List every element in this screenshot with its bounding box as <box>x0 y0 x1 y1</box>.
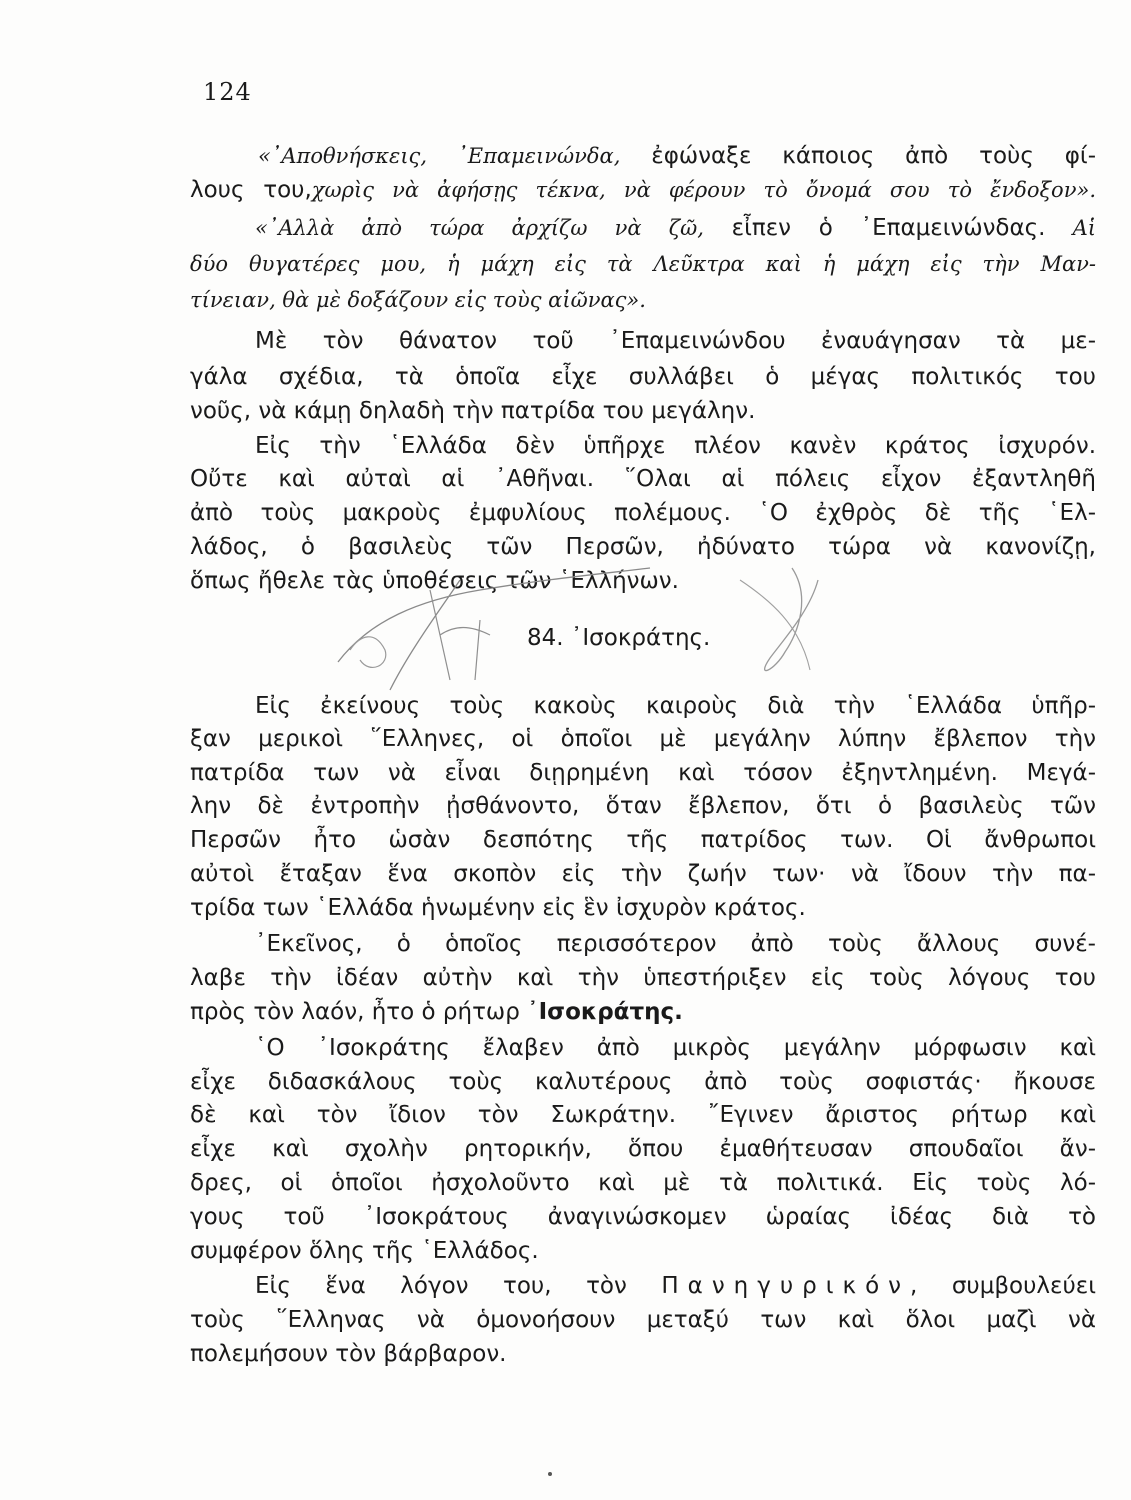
text-line-18: Περσῶν ἦτο ὡσὰν δεσπότης τῆς πατρίδος των. Οἱ ἄνθρωποι <box>190 827 1096 853</box>
text-run: ἐφώναξε κάποιος ἀπὸ τοὺς φί- <box>620 143 1096 169</box>
text-line-28: δρες, οἱ ὁποῖοι ἠσχολοῦντο καὶ μὲ τὰ πολιτικά. Εἰς τοὺς λό- <box>190 1170 1096 1196</box>
text-run: λους του, <box>190 177 312 203</box>
text-line-30: συμφέρον ὅλης τῆς ῾Ελλάδος. <box>190 1238 539 1264</box>
text-run: Εἰς ἕνα λόγον του, τὸν <box>255 1273 662 1299</box>
text-run: πρὸς τὸν λαόν, ἦτο ὁ ρήτωρ <box>190 999 528 1025</box>
text-run: εἶπεν ὁ ᾿Επαμεινώνδας. <box>703 215 1046 241</box>
text-run-italic: Αἱ <box>1045 216 1097 240</box>
text-line-22: λαβε τὴν ἰδέαν αὐτὴν καὶ τὴν ὑπεστήριξεν εἰς τοὺς λόγους του <box>190 965 1096 991</box>
text-run-italic: «᾿Αποθνήσκεις, ᾿Επαμεινώνδα, <box>258 144 621 168</box>
text-line-1 <box>190 140 1096 172</box>
title-panegyricus: Πανηγυρικόν <box>661 1273 911 1299</box>
text-line-29: γους τοῦ ᾿Ισοκράτους ἀναγινώσκομεν ὡραίας ἰδέας διὰ τὸ <box>190 1204 1096 1230</box>
text-line-31 <box>255 1270 1096 1302</box>
text-line-4: δύο θυγατέρες μου, ἡ μάχη εἰς τὰ Λεῦκτρα καὶ ἡ μάχη εἰς τὴν Μαν- <box>190 252 1096 276</box>
text-line-12: λάδος, ὁ βασιλεὺς τῶν Περσῶν, ἠδύνατο τώρα νὰ κανονίζῃ, <box>190 534 1096 560</box>
stray-mark <box>548 1472 552 1476</box>
name-isocrates-bold: ᾿Ισοκράτης. <box>527 999 683 1025</box>
text-line-10: Οὔτε καὶ αὐταὶ αἱ ᾿Αθῆναι. ῞Ολαι αἱ πόλεις εἶχον ἐξαντληθῆ <box>190 466 1096 492</box>
text-line-23 <box>190 996 1096 1028</box>
text-line-32: τοὺς ῞Ελληνας νὰ ὁμονοήσουν μεταξύ των καὶ ὅλοι μαζὶ νὰ <box>190 1307 1096 1333</box>
text-line-13: ὅπως ἤθελε τὰς ὑποθέσεις τῶν ῾Ελλήνων. <box>190 568 679 594</box>
text-line-16: πατρίδα των νὰ εἶναι διῃρημένη καὶ τόσον ἐξηντλημένη. Μεγά- <box>190 760 1096 786</box>
text-line-25: εἶχε διδασκάλους τοὺς καλυτέρους ἀπὸ τοὺς σοφιστάς· ἤκουσε <box>190 1069 1096 1095</box>
text-line-26: δὲ καὶ τὸν ἴδιον τὸν Σωκράτην. ῎Εγινεν ἄριστος ρήτωρ καὶ <box>190 1102 1096 1128</box>
text-line-5: τίνειαν, θὰ μὲ δοξάζουν εἰς τοὺς αἰῶνας». <box>190 288 646 312</box>
text-line-33: πολεμήσουν τὸν βάρβαρον. <box>190 1341 507 1367</box>
text-line-2 <box>190 174 1096 206</box>
text-run-italic: χωρὶς νὰ ἀφήσῃς τέκνα, νὰ φέρουν τὸ ὄνομά σου τὸ ἔνδοξον». <box>311 178 1096 202</box>
page-number: 124 <box>203 78 252 106</box>
text-line-6: Μὲ τὸν θάνατον τοῦ ᾿Επαμεινώνδου ἐναυάγησαν τὰ με- <box>255 328 1096 354</box>
text-line-15: ξαν μερικοὶ ῞Ελληνες, οἱ ὁποῖοι μὲ μεγάλην λύπην ἔβλεπον τὴν <box>190 726 1096 752</box>
text-line-3 <box>190 212 1096 244</box>
text-line-9: Εἰς τὴν ῾Ελλάδα δὲν ὑπῆρχε πλέον κανὲν κράτος ἰσχυρόν. <box>255 433 1096 459</box>
text-run: , συμβουλεύει <box>910 1273 1096 1299</box>
text-line-20: τρίδα των ῾Ελλάδα ἡνωμένην εἰς ἓν ἰσχυρὸν κράτος. <box>190 895 806 921</box>
text-line-14: Εἰς ἐκείνους τοὺς κακοὺς καιροὺς διὰ τὴν ῾Ελλάδα ὑπῆρ- <box>255 693 1096 719</box>
text-line-21: ᾿Εκεῖνος, ὁ ὁποῖος περισσότερον ἀπὸ τοὺς ἄλλους συνέ- <box>255 931 1096 957</box>
text-run-italic: «᾿Αλλὰ ἀπὸ τώρα ἀρχίζω νὰ ζῶ, <box>255 216 704 240</box>
text-line-27: εἶχε καὶ σχολὴν ρητορικήν, ὅπου ἐμαθήτευσαν σπουδαῖοι ἄν- <box>190 1136 1096 1162</box>
text-line-7: γάλα σχέδια, τὰ ὁποῖα εἶχε συλλάβει ὁ μέγας πολιτικός του <box>190 364 1096 390</box>
text-line-8: νοῦς, νὰ κάμῃ δηλαδὴ τὴν πατρίδα του μεγάλην. <box>190 398 756 424</box>
text-line-19: αὐτοὶ ἔταξαν ἕνα σκοπὸν εἰς τὴν ζωήν των· νὰ ἴδουν τὴν πα- <box>190 861 1096 887</box>
text-line-17: λην δὲ ἐντροπὴν ᾐσθάνοντο, ὅταν ἔβλεπον, ὅτι ὁ βασιλεὺς τῶν <box>190 793 1096 819</box>
text-line-24: ῾Ο ᾿Ισοκράτης ἔλαβεν ἀπὸ μικρὸς μεγάλην μόρφωσιν καὶ <box>255 1035 1096 1061</box>
text-line-11: ἀπὸ τοὺς μακροὺς ἐμφυλίους πολέμους. ῾Ο ἐχθρὸς δὲ τῆς ῾Ελ- <box>190 500 1096 526</box>
section-heading: 84. ᾿Ισοκράτης. <box>527 625 711 651</box>
pencil-scribble <box>330 540 850 700</box>
